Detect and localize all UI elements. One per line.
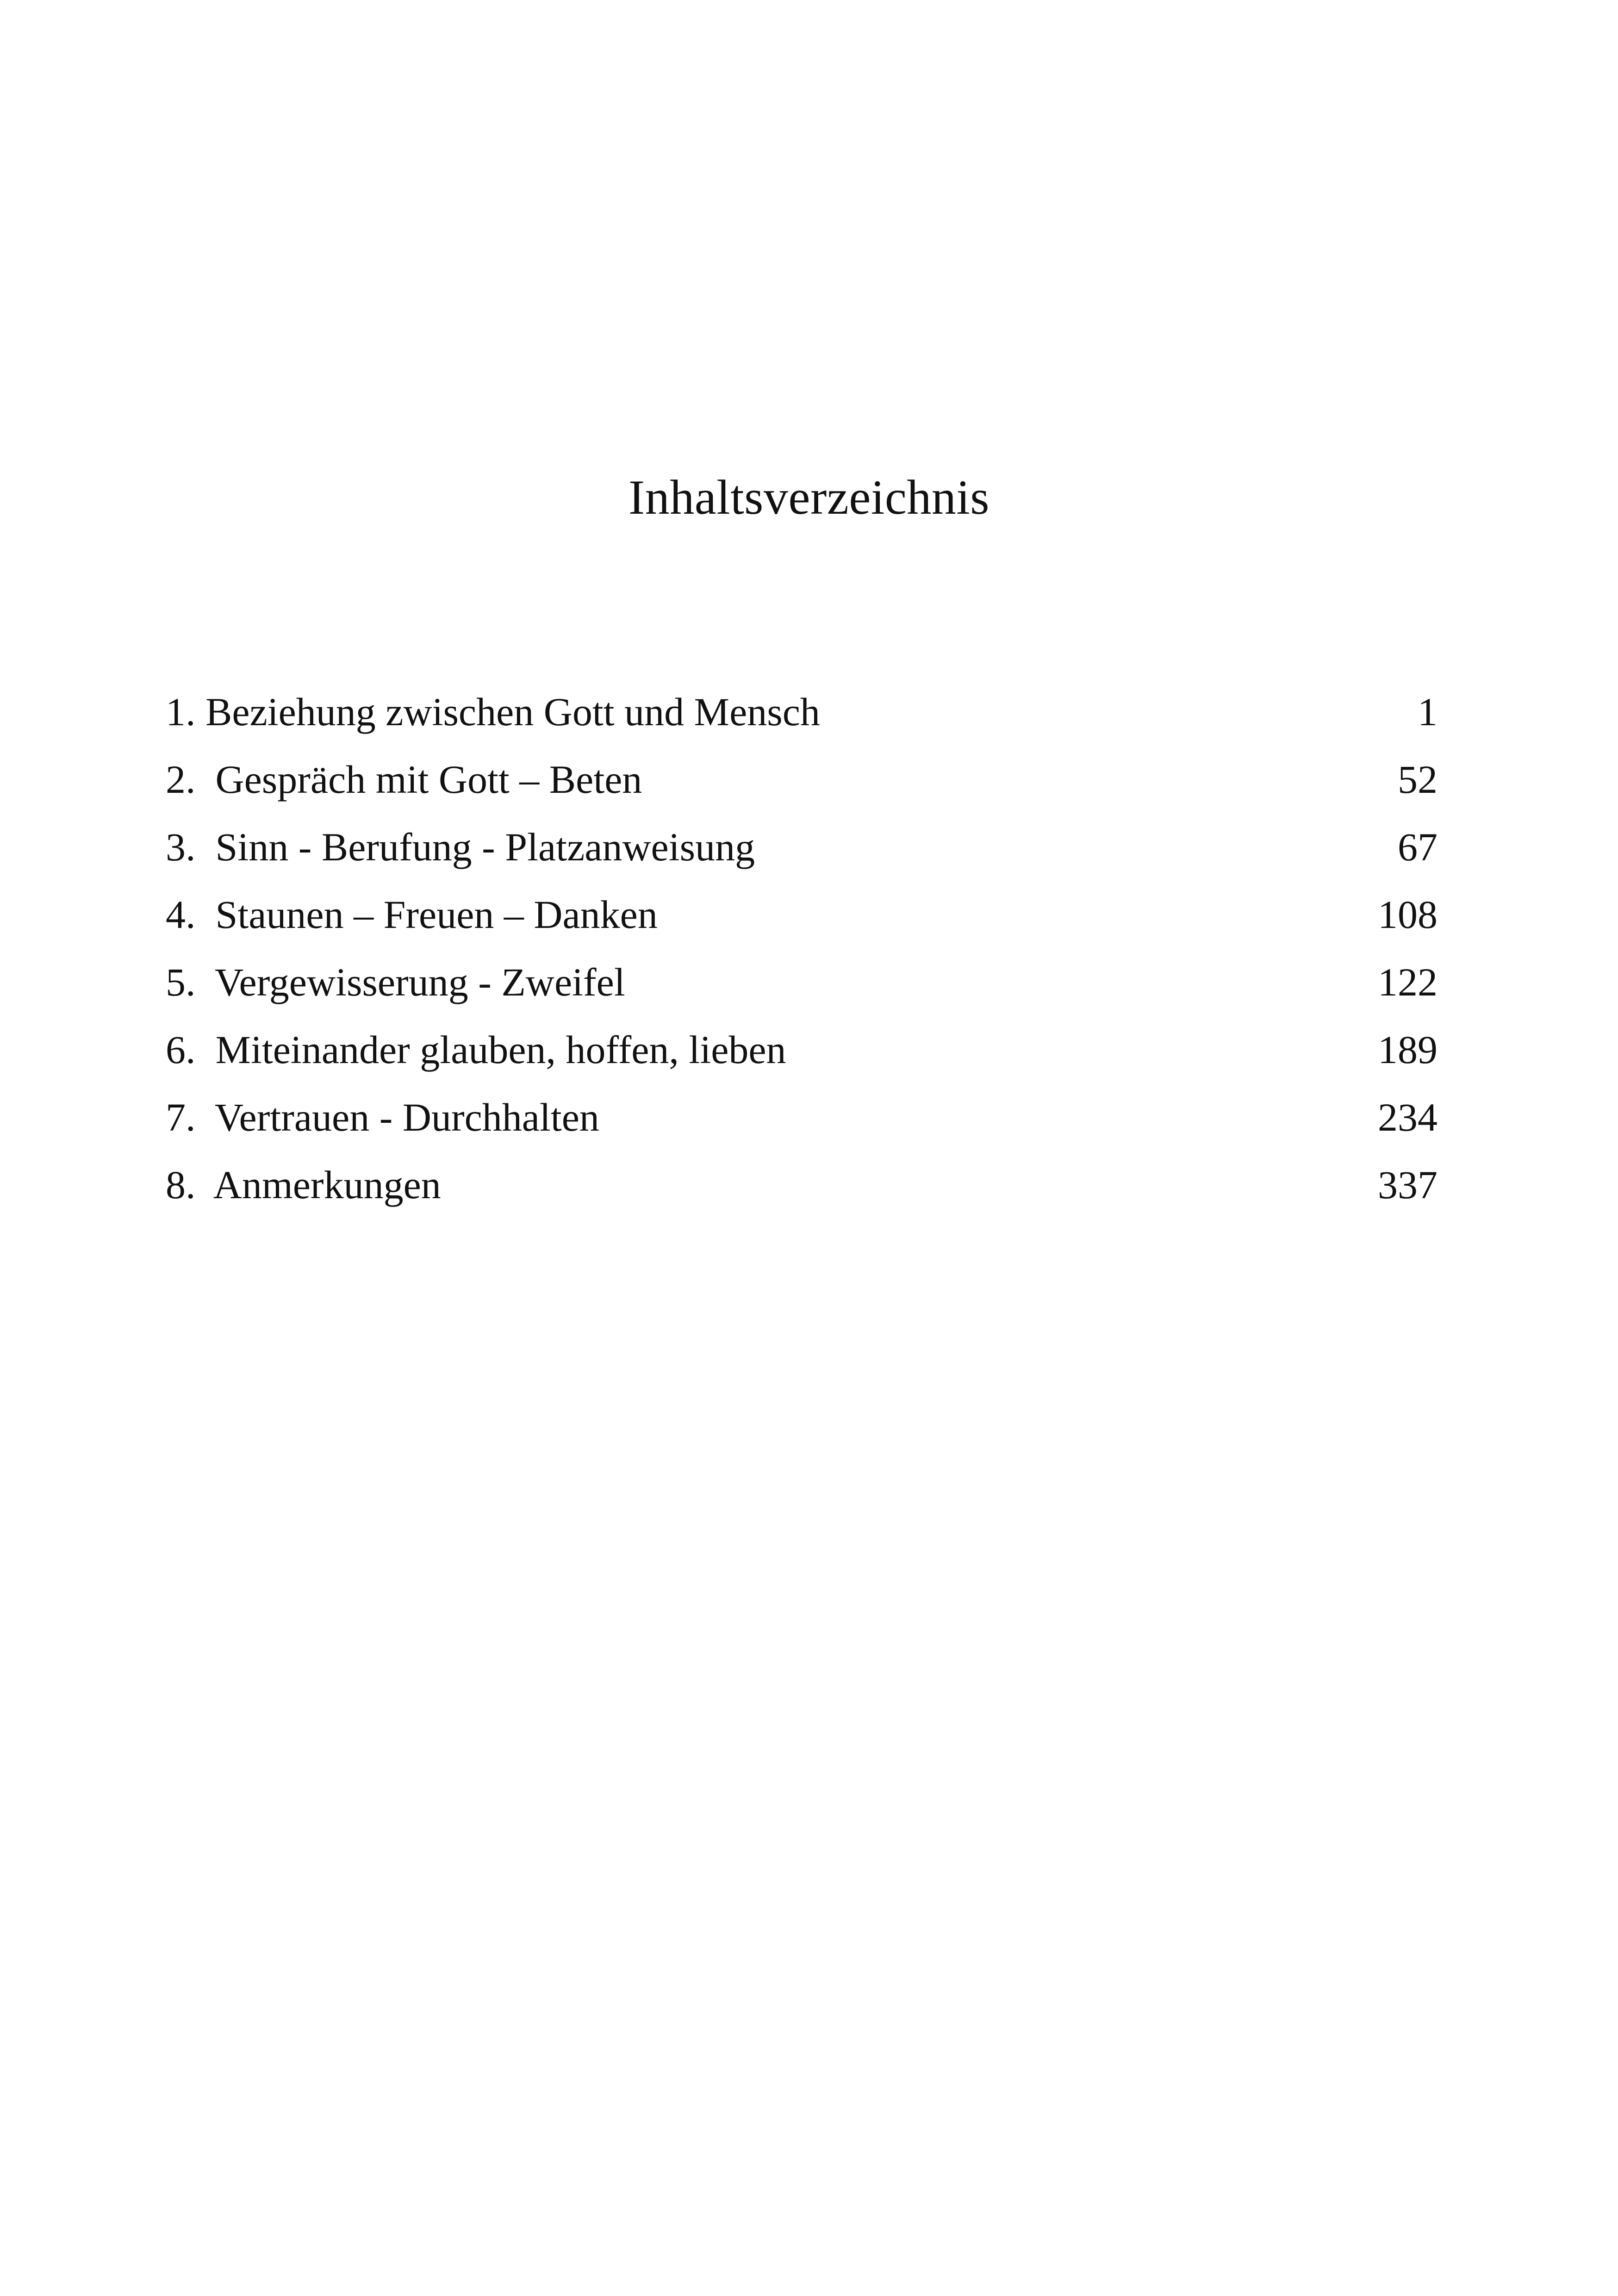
toc-entry-title: 5. Vergewisserung - Zweifel [166, 960, 625, 1004]
toc-entry [166, 813, 1438, 881]
toc-entry-title: 7. Vertrauen - Durchhalten [166, 1095, 599, 1139]
toc-entry [166, 948, 1438, 1016]
toc-entry-title: 3. Sinn - Berufung - Platzanweisung [166, 825, 755, 869]
toc-entry [166, 678, 1438, 746]
toc-entry-page-number: 122 [1378, 960, 1438, 1004]
toc-entry-title: 8. Anmerkungen [166, 1163, 441, 1207]
toc-entry-title: 2. Gespräch mit Gott – Beten [166, 757, 642, 802]
page-title: Inhaltsverzeichnis [628, 470, 990, 524]
toc-entry [166, 746, 1438, 813]
toc-entry-title: 1. Beziehung zwischen Gott und Mensch [166, 690, 820, 734]
toc-entry-title: 6. Miteinander glauben, hoffen, lieben [166, 1027, 786, 1072]
toc-entry-page-number: 1 [1418, 690, 1438, 734]
toc-entry [166, 1151, 1438, 1219]
toc-entry-page-number: 189 [1378, 1027, 1438, 1072]
toc-entry-page-number: 67 [1398, 825, 1438, 869]
toc-entry-title: 4. Staunen – Freuen – Danken [166, 892, 658, 937]
toc-entry-page-number: 52 [1398, 757, 1438, 802]
toc-entry [166, 881, 1438, 948]
toc-entry [166, 1016, 1438, 1083]
table-of-contents [166, 678, 1438, 1219]
toc-entry-page-number: 234 [1378, 1095, 1438, 1139]
toc-entry-page-number: 108 [1378, 892, 1438, 937]
toc-entry-page-number: 337 [1378, 1163, 1438, 1207]
toc-entry [166, 1083, 1438, 1151]
